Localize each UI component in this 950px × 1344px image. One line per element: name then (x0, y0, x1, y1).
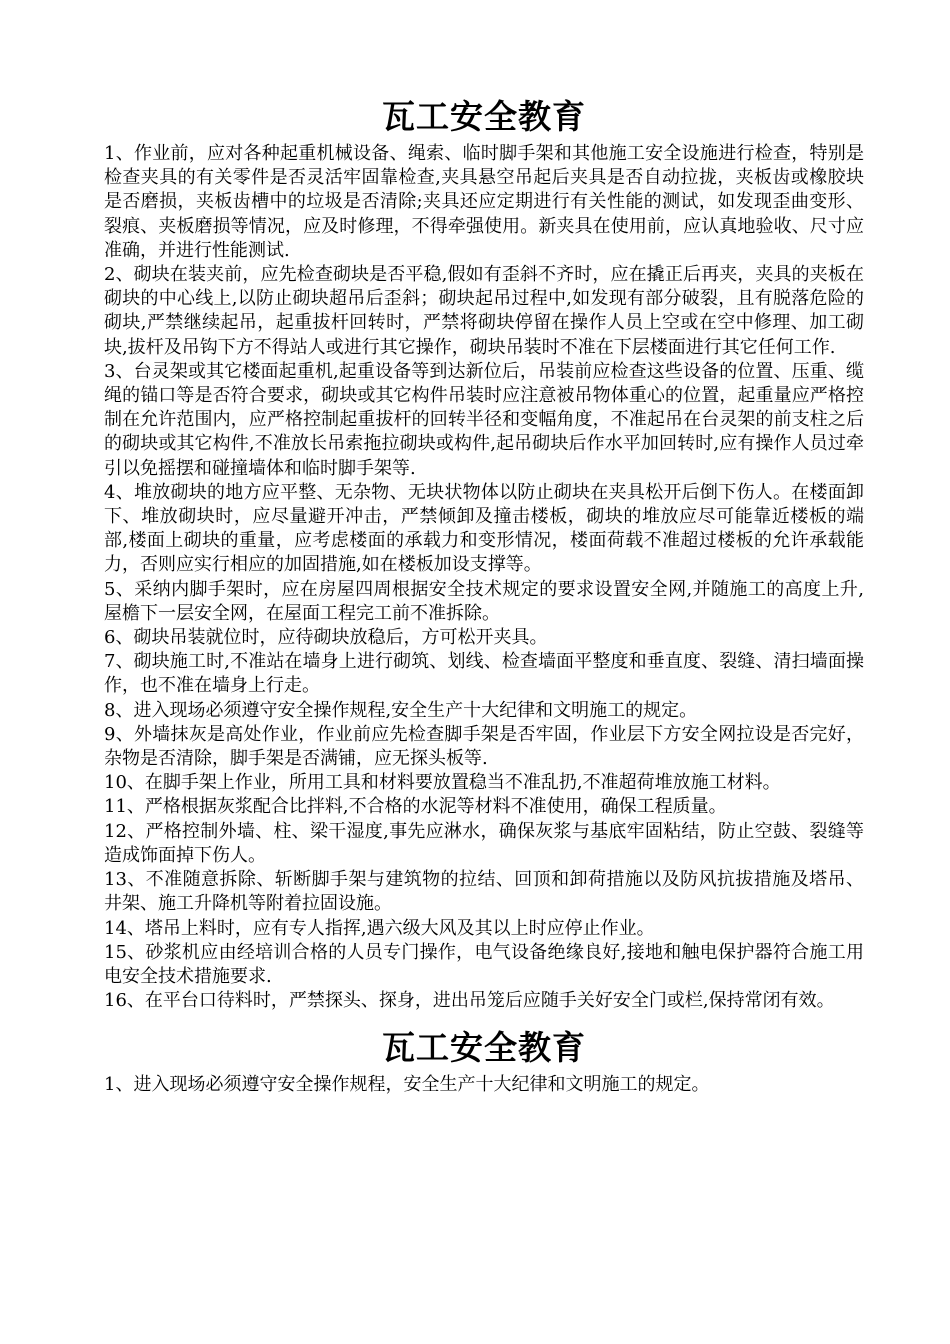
paragraph-item: 16、在平台口待料时，严禁探头、探身，进出吊笼后应随手关好安全门或栏,保持常闭有效。 (104, 990, 835, 1012)
paragraph-item: 8、进入现场必须遵守安全操作规程,安全生产十大纪律和文明施工的规定。 (104, 699, 698, 721)
paragraph-item: 6、砌块吊装就位时，应待砌块放稳后，方可松开夹具。 (104, 627, 548, 649)
paragraph-item: 12、严格控制外墙、柱、梁干湿度,事先应淋水，确保灰浆与基底牢固粘结，防止空鼓、裂缝等造成饰面掉下伤人。 (104, 820, 864, 866)
document-title: 瓦工安全教育 (382, 97, 586, 136)
paragraph-item: 7、砌块施工时,不准站在墙身上进行砌筑、划线、检查墙面平整度和垂直度、裂缝、清扫墙面操作，也不准在墙身上行走。 (104, 651, 864, 697)
paragraph-item: 4、堆放砌块的地方应平整、无杂物、无块状物体以防止砌块在夹具松开后倒下伤人。在楼面卸下、堆放砌块时，应尽量避开冲击，严禁倾卸及撞击楼板，砌块的堆放应尽可能靠近楼板的端部,楼面上砌块的重量，应考虑楼面的承载力和变形情况，楼面荷载不准超过楼板的允许承载能力，否则应实行相应的加固措施,如在楼板加设支撑等。 (104, 481, 864, 576)
paragraph-item: 13、不准随意拆除、斩断脚手架与建筑物的拉结、回顶和卸荷措施以及防风抗拔措施及塔吊、井架、施工升降机等附着拉固设施。 (104, 869, 864, 915)
section-2-body (104, 1073, 864, 1097)
section-1-body (104, 142, 864, 1013)
paragraph-item: 15、砂浆机应由经培训合格的人员专门操作，电气设备绝缘良好,接地和触电保护器符合施工用电安全技术措施要求. (104, 941, 864, 987)
paragraph-item: 1、进入现场必须遵守安全操作规程，安全生产十大纪律和文明施工的规定。 (104, 1074, 710, 1096)
paragraph-item: 3、台灵架或其它楼面起重机,起重设备等到达新位后，吊装前应检查这些设备的位置、压重、缆绳的锚口等是否符合要求，砌块或其它构件吊装时应注意被吊物体重心的位置，起重量应严格控制在允许范围内，应严格控制起重拔杆的回转半径和变幅角度，不准起吊在台灵架的前支柱之后的砌块或其它构件,不准放长吊索拖拉砌块或构件,起吊砌块后作水平加回转时,应有操作人员过牵引以免摇摆和碰撞墙体和临时脚手架等. (104, 360, 864, 479)
paragraph-item: 1、作业前，应对各种起重机械设备、绳索、临时脚手架和其他施工安全设施进行检查，特别是检查夹具的有关零件是否灵活牢固靠检查,夹具悬空吊起后夹具是否自动拉拢，夹板齿或橡胶块是否磨损，夹板齿槽中的垃圾是否清除;夹具还应定期进行有关性能的测试，如发现歪曲变形、裂痕、夹板磨损等情况，应及时修理，不得牵强使用。新夹具在使用前，应认真地验收、尺寸应准确，并进行性能测试. (104, 143, 864, 261)
document-page (104, 92, 864, 1098)
paragraph-item: 9、外墙抹灰是高处作业，作业前应先检查脚手架是否牢固，作业层下方安全网拉设是否完好，杂物是否清除，脚手架是否满铺，应无探头板等. (104, 723, 864, 770)
paragraph-item: 11、严格根据灰浆配合比拌料,不合格的水泥等材料不准使用，确保工程质量。 (104, 796, 727, 818)
paragraph-item: 14、塔吊上料时，应有专人指挥,遇六级大风及其以上时应停止作业。 (104, 917, 655, 939)
paragraph-item: 10、在脚手架上作业，所用工具和材料要放置稳当不准乱扔,不准超荷堆放施工材料。 (104, 772, 781, 794)
paragraph-item: 5、采纳内脚手架时，应在房屋四周根据安全技术规定的要求设置安全网,并随施工的高度上升,屋檐下一层安全网，在屋面工程完工前不准拆除。 (104, 578, 864, 624)
paragraph-item: 2、砌块在装夹前，应先检查砌块是否平稳,假如有歪斜不齐时，应在撬正后再夹，夹具的夹板在砌块的中心线上,以防止砌块超吊后歪斜；砌块起吊过程中,如发现有部分破裂，且有脱落危险的砌块,严禁继续起吊，起重拔杆回转时，严禁将砌块停留在操作人员上空或在空中修理、加工砌块,拔杆及吊钩下方不得站人或进行其它操作，砌块吊装时不准在下层楼面进行其它任何工作. (104, 264, 864, 358)
document-title-second: 瓦工安全教育 (382, 1028, 586, 1068)
